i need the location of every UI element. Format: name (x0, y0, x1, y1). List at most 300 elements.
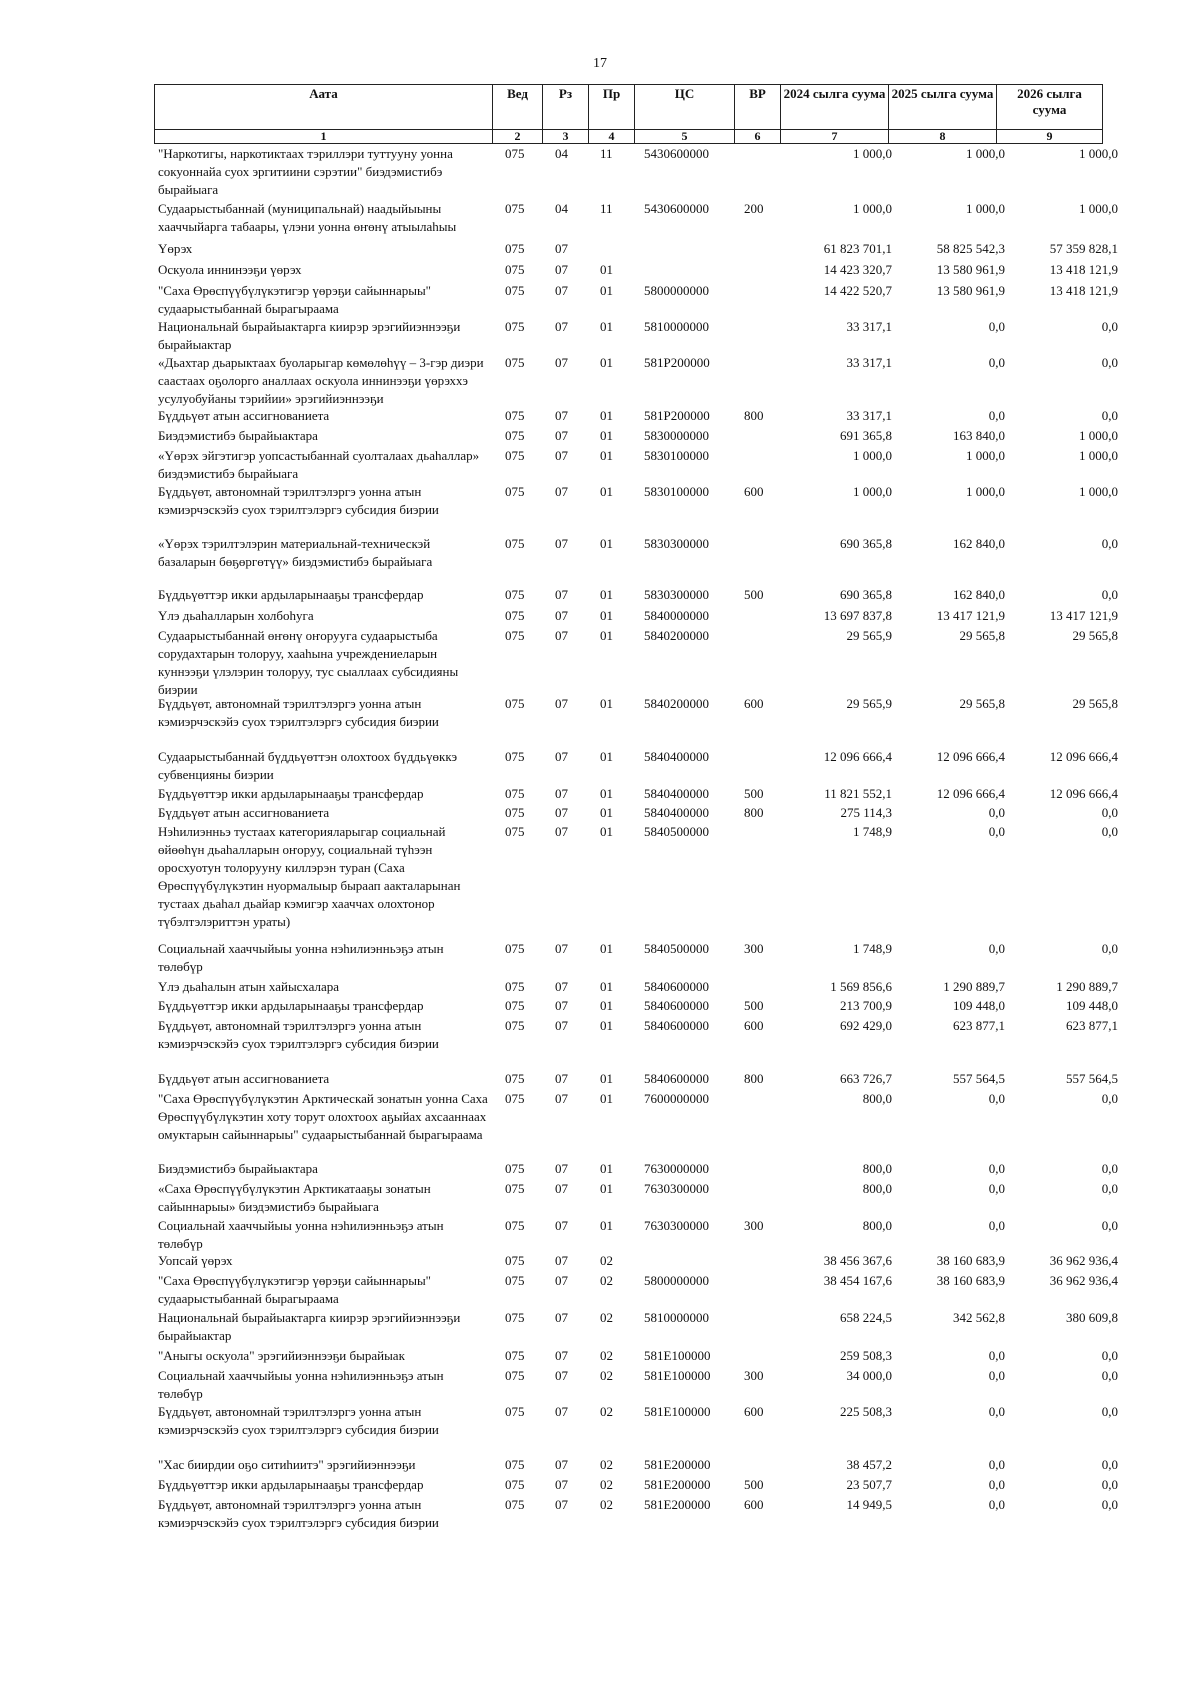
cell-y2026: 0,0 (1101, 1404, 1118, 1419)
cell-name: Бүддьүөттэр икки ардыларынааҕы трансфердар (158, 587, 424, 602)
cell-y2026: 29 565,8 (1072, 628, 1118, 643)
cell-name: Үлэ дьаһалын атын хайысхалара (158, 979, 340, 994)
cell-cs: 581E200000 (644, 1457, 711, 1472)
cell-y2024: 29 565,9 (846, 628, 892, 643)
cell-name: «Үөрэх эйгэтигэр уопсастыбаннай суолталаах дьаһаллар» биэдэмистибэ бырайыага (158, 448, 480, 481)
cell-name: Бүддьүөт, автономнай тэрилтэлэргэ уонна атын кэмиэрчэскэйэ суох тэрилтэлэргэ субсидия биэрии (158, 1018, 439, 1051)
cell-y2024: 1 000,0 (853, 201, 892, 216)
cell-y2026: 0,0 (1101, 1457, 1118, 1472)
cell-ved: 075 (505, 201, 525, 216)
cell-y2024: 14 949,5 (846, 1497, 892, 1512)
cell-rz: 07 (555, 998, 568, 1013)
cell-vr: 500 (744, 998, 764, 1013)
cell-rz: 07 (555, 1348, 568, 1363)
cell-ved: 075 (505, 1018, 525, 1033)
cell-y2026: 0,0 (1101, 536, 1118, 551)
cell-y2026: 0,0 (1101, 319, 1118, 334)
cell-y2025: 13 580 961,9 (936, 283, 1005, 298)
cell-vr: 200 (744, 201, 764, 216)
cell-ved: 075 (505, 1071, 525, 1086)
cell-y2024: 33 317,1 (846, 319, 892, 334)
cell-pr: 01 (600, 536, 613, 551)
header-rz: Рз (543, 85, 589, 130)
cell-y2026: 0,0 (1101, 355, 1118, 370)
cell-y2025: 623 877,1 (953, 1018, 1005, 1033)
cell-rz: 07 (555, 1497, 568, 1512)
cell-vr: 600 (744, 484, 764, 499)
cell-ved: 075 (505, 536, 525, 551)
cell-name: "Аныгы оскуола" эрэгийиэннээҕи бырайыак (158, 1348, 405, 1363)
col-number: 3 (543, 130, 589, 144)
cell-pr: 01 (600, 587, 613, 602)
cell-y2024: 38 456 367,6 (823, 1253, 892, 1268)
cell-y2025: 0,0 (988, 941, 1005, 956)
cell-pr: 11 (600, 146, 613, 161)
cell-ved: 075 (505, 1181, 525, 1196)
cell-name: Нэһилиэнньэ тустаах категорияларыгар социальнай өйөөһүн дьаһалларын оҥоруу, социальнай түһээн оросхуотун толорууну киллэрэн туран (Саха Өрөспүүбүлүкэтин нуормалыыр быраап аакталарынан тустаах дьаһал дьайар кэмигэр хааччах олохтонор түбэлтэлэриттэн ураты) (158, 824, 461, 929)
cell-cs: 581E200000 (644, 1477, 711, 1492)
cell-rz: 07 (555, 1368, 568, 1383)
cell-y2025: 0,0 (988, 1348, 1005, 1363)
cell-name: Үлэ дьаһалларын холбоһуга (158, 608, 314, 623)
cell-y2026: 57 359 828,1 (1049, 241, 1118, 256)
cell-y2024: 275 114,3 (840, 805, 892, 820)
cell-rz: 07 (555, 749, 568, 764)
cell-name: Национальнай бырайыактарга киирэр эрэгийиэннээҕи бырайыактар (158, 319, 461, 352)
cell-y2024: 1 748,9 (853, 941, 892, 956)
cell-cs: 581E100000 (644, 1404, 711, 1419)
cell-y2024: 213 700,9 (840, 998, 892, 1013)
cell-y2025: 1 000,0 (966, 146, 1005, 161)
cell-pr: 01 (600, 1018, 613, 1033)
cell-pr: 01 (600, 355, 613, 370)
cell-y2026: 12 096 666,4 (1049, 786, 1118, 801)
col-number: 9 (997, 130, 1103, 144)
cell-rz: 07 (555, 786, 568, 801)
cell-y2024: 38 454 167,6 (823, 1273, 892, 1288)
cell-name: Судаарыстыбаннай бүддьүөттэн олохтоох бүддьүөккэ субвенцияны биэрии (158, 749, 458, 782)
cell-y2024: 800,0 (862, 1218, 892, 1233)
cell-ved: 075 (505, 448, 525, 463)
cell-cs: 5840200000 (644, 696, 709, 711)
cell-y2026: 623 877,1 (1066, 1018, 1118, 1033)
cell-vr: 600 (744, 1404, 764, 1419)
cell-y2025: 0,0 (988, 805, 1005, 820)
cell-ved: 075 (505, 241, 525, 256)
cell-name: "Наркотигы, наркотиктаах тэриллэри туттууну уонна сокуоннайа суох эргитиини сэрэтии" биэдэмистибэ бырайыага (158, 146, 453, 197)
cell-rz: 04 (555, 146, 568, 161)
cell-ved: 075 (505, 1348, 525, 1363)
cell-y2026: 0,0 (1101, 1091, 1118, 1106)
cell-rz: 07 (555, 696, 568, 711)
cell-y2024: 14 423 320,7 (823, 262, 892, 277)
cell-y2024: 800,0 (862, 1091, 892, 1106)
cell-pr: 01 (600, 979, 613, 994)
header-2026: 2026 сылга суума (997, 85, 1103, 130)
col-number: 2 (493, 130, 543, 144)
cell-y2026: 1 000,0 (1079, 428, 1118, 443)
cell-cs: 5840400000 (644, 749, 709, 764)
cell-pr: 01 (600, 628, 613, 643)
cell-name: Социальнай хааччыйыы уонна нэһилиэнньэҕэ атын төлөбүр (158, 941, 444, 974)
cell-name: Бүддьүөт атын ассигнованиета (158, 805, 330, 820)
cell-vr: 300 (744, 1218, 764, 1233)
cell-name: Социальнай хааччыйыы уонна нэһилиэнньэҕэ атын төлөбүр (158, 1218, 444, 1251)
cell-name: Национальнай бырайыактарга киирэр эрэгийиэннээҕи бырайыактар (158, 1310, 461, 1343)
cell-cs: 5800000000 (644, 1273, 709, 1288)
cell-ved: 075 (505, 608, 525, 623)
cell-ved: 075 (505, 998, 525, 1013)
cell-y2025: 0,0 (988, 1218, 1005, 1233)
cell-ved: 075 (505, 749, 525, 764)
cell-rz: 07 (555, 1310, 568, 1325)
cell-y2025: 1 000,0 (966, 201, 1005, 216)
cell-pr: 01 (600, 319, 613, 334)
cell-y2024: 1 000,0 (853, 448, 892, 463)
cell-y2025: 13 580 961,9 (936, 262, 1005, 277)
cell-pr: 02 (600, 1368, 613, 1383)
header-2024: 2024 сылга суума (781, 85, 889, 130)
cell-name: Бүддьүөттэр икки ардыларынааҕы трансфердар (158, 786, 424, 801)
cell-vr: 300 (744, 941, 764, 956)
cell-ved: 075 (505, 1457, 525, 1472)
cell-pr: 01 (600, 805, 613, 820)
cell-pr: 02 (600, 1273, 613, 1288)
cell-rz: 07 (555, 484, 568, 499)
cell-cs: 7600000000 (644, 1091, 709, 1106)
cell-y2024: 1 748,9 (853, 824, 892, 839)
cell-cs: 581E200000 (644, 1497, 711, 1512)
cell-ved: 075 (505, 1273, 525, 1288)
cell-rz: 07 (555, 824, 568, 839)
cell-y2026: 557 564,5 (1066, 1071, 1118, 1086)
page-number: 17 (593, 56, 607, 71)
cell-name: "Саха Өрөспүүбүлүкэтигэр үөрэҕи сайыннарыы" судаарыстыбаннай бырагыраама (158, 1273, 431, 1306)
cell-pr: 01 (600, 786, 613, 801)
cell-ved: 075 (505, 1091, 525, 1106)
col-number: 6 (735, 130, 781, 144)
cell-name: Бүддьүөт, автономнай тэрилтэлэргэ уонна атын кэмиэрчэскэйэ суох тэрилтэлэргэ субсидия биэрии (158, 484, 439, 517)
cell-y2024: 61 823 701,1 (823, 241, 892, 256)
cell-vr: 800 (744, 1071, 764, 1086)
cell-y2026: 1 000,0 (1079, 201, 1118, 216)
cell-cs: 581E100000 (644, 1368, 711, 1383)
cell-ved: 075 (505, 1477, 525, 1492)
cell-y2025: 0,0 (988, 408, 1005, 423)
cell-rz: 07 (555, 1457, 568, 1472)
cell-pr: 02 (600, 1253, 613, 1268)
col-number: 8 (889, 130, 997, 144)
cell-y2026: 1 000,0 (1079, 146, 1118, 161)
cell-rz: 07 (555, 1071, 568, 1086)
cell-y2026: 0,0 (1101, 1218, 1118, 1233)
cell-name: «Дьахтар дьарыктаах буоларыгар көмөлөһүү – 3-гэр диэри саастаах оҕолорго аналлаах оскуола иннинээҕи үөрэххэ усулуобуйаны тэрийии» эрэгийиэннээҕи (158, 355, 484, 406)
cell-name: Судаарыстыбаннай (муниципальнай) наадыйыыны хааччыйарга табаары, үлэни уонна өҥөнү атыылаһыы (158, 201, 457, 234)
cell-pr: 01 (600, 608, 613, 623)
cell-y2025: 29 565,8 (959, 696, 1005, 711)
cell-y2025: 29 565,8 (959, 628, 1005, 643)
cell-y2026: 0,0 (1101, 1181, 1118, 1196)
cell-ved: 075 (505, 1404, 525, 1419)
cell-ved: 075 (505, 979, 525, 994)
col-number: 5 (635, 130, 735, 144)
cell-ved: 075 (505, 428, 525, 443)
cell-cs: 5830100000 (644, 448, 709, 463)
cell-y2025: 0,0 (988, 1497, 1005, 1512)
cell-pr: 01 (600, 998, 613, 1013)
col-number: 4 (589, 130, 635, 144)
cell-vr: 500 (744, 1477, 764, 1492)
cell-y2024: 33 317,1 (846, 355, 892, 370)
cell-y2024: 800,0 (862, 1181, 892, 1196)
cell-rz: 07 (555, 319, 568, 334)
cell-rz: 07 (555, 448, 568, 463)
cell-y2026: 380 609,8 (1066, 1310, 1118, 1325)
cell-y2024: 11 821 552,1 (824, 786, 892, 801)
cell-rz: 07 (555, 428, 568, 443)
cell-y2026: 13 418 121,9 (1049, 283, 1118, 298)
cell-name: Бүддьүөт атын ассигнованиета (158, 1071, 330, 1086)
cell-pr: 01 (600, 696, 613, 711)
cell-pr: 02 (600, 1404, 613, 1419)
cell-ved: 075 (505, 628, 525, 643)
cell-name: Үөрэх (158, 241, 193, 256)
cell-cs: 7630300000 (644, 1181, 709, 1196)
cell-rz: 07 (555, 355, 568, 370)
cell-vr: 500 (744, 786, 764, 801)
cell-y2026: 0,0 (1101, 1477, 1118, 1492)
col-number: 7 (781, 130, 889, 144)
cell-y2025: 162 840,0 (953, 587, 1005, 602)
cell-pr: 01 (600, 448, 613, 463)
cell-y2024: 690 365,8 (840, 536, 892, 551)
cell-rz: 07 (555, 628, 568, 643)
cell-y2026: 1 000,0 (1079, 448, 1118, 463)
cell-y2024: 663 726,7 (840, 1071, 892, 1086)
cell-rz: 07 (555, 1018, 568, 1033)
cell-cs: 5840600000 (644, 1018, 709, 1033)
cell-y2024: 29 565,9 (846, 696, 892, 711)
cell-cs: 7630000000 (644, 1161, 709, 1176)
cell-name: «Үөрэх тэрилтэлэрин материальнай-техническэй базаларын бөҕөргөтүү» биэдэмистибэ бырайыага (158, 536, 433, 569)
cell-vr: 800 (744, 805, 764, 820)
cell-ved: 075 (505, 824, 525, 839)
cell-y2025: 163 840,0 (953, 428, 1005, 443)
cell-y2025: 342 562,8 (953, 1310, 1005, 1325)
cell-name: "Саха Өрөспүүбүлүкэтин Арктическай зонатын уонна Саха Өрөспүүбүлүкэтин хоту торут олохтоох аҕыйах ахсааннаах омуктарын сайыннарыы" судаарыстыбаннай бырагыраама (158, 1091, 488, 1142)
cell-y2024: 690 365,8 (840, 587, 892, 602)
cell-ved: 075 (505, 786, 525, 801)
cell-rz: 07 (555, 805, 568, 820)
cell-y2024: 34 000,0 (846, 1368, 892, 1383)
cell-rz: 07 (555, 587, 568, 602)
cell-ved: 075 (505, 805, 525, 820)
cell-cs: 5840400000 (644, 786, 709, 801)
cell-y2024: 259 508,3 (840, 1348, 892, 1363)
cell-cs: 5830300000 (644, 536, 709, 551)
cell-y2024: 14 422 520,7 (823, 283, 892, 298)
cell-y2026: 1 000,0 (1079, 484, 1118, 499)
cell-cs: 581E100000 (644, 1348, 711, 1363)
cell-pr: 01 (600, 824, 613, 839)
cell-rz: 07 (555, 241, 568, 256)
cell-pr: 02 (600, 1310, 613, 1325)
cell-vr: 600 (744, 1018, 764, 1033)
cell-ved: 075 (505, 484, 525, 499)
cell-cs: 5840500000 (644, 824, 709, 839)
cell-name: Социальнай хааччыйыы уонна нэһилиэнньэҕэ атын төлөбүр (158, 1368, 444, 1401)
cell-name: Бүддьүөттэр икки ардыларынааҕы трансфердар (158, 1477, 424, 1492)
cell-cs: 5840000000 (644, 608, 709, 623)
cell-ved: 075 (505, 262, 525, 277)
cell-vr: 600 (744, 696, 764, 711)
cell-name: Биэдэмистибэ бырайыактара (158, 1161, 318, 1176)
header-2025: 2025 сылга суума (889, 85, 997, 130)
cell-y2024: 23 507,7 (846, 1477, 892, 1492)
cell-rz: 07 (555, 1161, 568, 1176)
cell-rz: 07 (555, 283, 568, 298)
cell-name: Бүддьүөт, автономнай тэрилтэлэргэ уонна атын кэмиэрчэскэйэ суох тэрилтэлэргэ субсидия биэрии (158, 696, 439, 729)
cell-y2026: 0,0 (1101, 941, 1118, 956)
cell-y2026: 0,0 (1101, 1497, 1118, 1512)
cell-rz: 07 (555, 1477, 568, 1492)
cell-cs: 5810000000 (644, 319, 709, 334)
cell-y2024: 800,0 (862, 1161, 892, 1176)
cell-vr: 800 (744, 408, 764, 423)
cell-cs: 5800000000 (644, 283, 709, 298)
cell-pr: 01 (600, 484, 613, 499)
cell-name: Бүддьүөт атын ассигнованиета (158, 408, 330, 423)
cell-y2025: 58 825 542,3 (936, 241, 1005, 256)
cell-ved: 075 (505, 1310, 525, 1325)
cell-y2026: 1 290 889,7 (1056, 979, 1118, 994)
cell-rz: 07 (555, 1404, 568, 1419)
cell-ved: 075 (505, 283, 525, 298)
cell-pr: 01 (600, 262, 613, 277)
cell-cs: 5840400000 (644, 805, 709, 820)
cell-ved: 075 (505, 1218, 525, 1233)
cell-pr: 01 (600, 408, 613, 423)
cell-rz: 07 (555, 941, 568, 956)
cell-y2026: 0,0 (1101, 824, 1118, 839)
cell-vr: 600 (744, 1497, 764, 1512)
cell-pr: 02 (600, 1457, 613, 1472)
cell-ved: 075 (505, 408, 525, 423)
cell-y2026: 13 417 121,9 (1049, 608, 1118, 623)
cell-cs: 581P200000 (644, 408, 710, 423)
cell-cs: 5830300000 (644, 587, 709, 602)
cell-name: Уопсай үөрэх (158, 1253, 233, 1268)
cell-rz: 07 (555, 1253, 568, 1268)
cell-y2026: 0,0 (1101, 1348, 1118, 1363)
cell-y2026: 0,0 (1101, 1161, 1118, 1176)
header-ved: Вед (493, 85, 543, 130)
cell-rz: 04 (555, 201, 568, 216)
col-number: 1 (155, 130, 493, 144)
cell-y2025: 0,0 (988, 1161, 1005, 1176)
cell-y2024: 658 224,5 (840, 1310, 892, 1325)
cell-name: "Саха Өрөспүүбүлүкэтигэр үөрэҕи сайыннарыы" судаарыстыбаннай бырагыраама (158, 283, 431, 316)
cell-y2025: 0,0 (988, 1181, 1005, 1196)
cell-y2025: 1 000,0 (966, 448, 1005, 463)
cell-cs: 581P200000 (644, 355, 710, 370)
cell-y2025: 12 096 666,4 (936, 786, 1005, 801)
cell-cs: 5840600000 (644, 998, 709, 1013)
cell-y2026: 0,0 (1101, 805, 1118, 820)
cell-cs: 5430600000 (644, 201, 709, 216)
cell-ved: 075 (505, 1253, 525, 1268)
cell-name: Бүддьүөт, автономнай тэрилтэлэргэ уонна атын кэмиэрчэскэйэ суох тэрилтэлэргэ субсидия биэрии (158, 1404, 439, 1437)
cell-rz: 07 (555, 608, 568, 623)
cell-y2024: 33 317,1 (846, 408, 892, 423)
cell-cs: 5830100000 (644, 484, 709, 499)
cell-name: Биэдэмистибэ бырайыактара (158, 428, 318, 443)
cell-cs: 5430600000 (644, 146, 709, 161)
cell-y2025: 0,0 (988, 319, 1005, 334)
cell-y2024: 692 429,0 (840, 1018, 892, 1033)
cell-ved: 075 (505, 1497, 525, 1512)
cell-y2025: 0,0 (988, 824, 1005, 839)
cell-rz: 07 (555, 1273, 568, 1288)
cell-y2025: 0,0 (988, 1457, 1005, 1472)
cell-cs: 5840500000 (644, 941, 709, 956)
cell-y2025: 0,0 (988, 1368, 1005, 1383)
cell-y2026: 13 418 121,9 (1049, 262, 1118, 277)
cell-y2025: 0,0 (988, 1404, 1005, 1419)
cell-y2026: 109 448,0 (1066, 998, 1118, 1013)
cell-pr: 01 (600, 428, 613, 443)
cell-y2026: 36 962 936,4 (1049, 1273, 1118, 1288)
cell-cs: 5810000000 (644, 1310, 709, 1325)
cell-y2025: 38 160 683,9 (936, 1253, 1005, 1268)
cell-y2026: 0,0 (1101, 587, 1118, 602)
cell-cs: 5830000000 (644, 428, 709, 443)
cell-pr: 01 (600, 749, 613, 764)
header-pr: Пр (589, 85, 635, 130)
cell-ved: 075 (505, 146, 525, 161)
cell-y2026: 29 565,8 (1072, 696, 1118, 711)
cell-y2026: 0,0 (1101, 1368, 1118, 1383)
cell-y2026: 12 096 666,4 (1049, 749, 1118, 764)
cell-vr: 300 (744, 1368, 764, 1383)
cell-pr: 01 (600, 1091, 613, 1106)
cell-y2025: 0,0 (988, 355, 1005, 370)
cell-name: Бүддьүөт, автономнай тэрилтэлэргэ уонна атын кэмиэрчэскэйэ суох тэрилтэлэргэ субсидия биэрии (158, 1497, 439, 1530)
cell-y2025: 162 840,0 (953, 536, 1005, 551)
cell-pr: 01 (600, 1071, 613, 1086)
header-name: Аата (155, 85, 493, 130)
cell-y2024: 12 096 666,4 (823, 749, 892, 764)
cell-rz: 07 (555, 536, 568, 551)
cell-y2026: 0,0 (1101, 408, 1118, 423)
cell-y2025: 557 564,5 (953, 1071, 1005, 1086)
cell-rz: 07 (555, 1181, 568, 1196)
cell-cs: 5840600000 (644, 979, 709, 994)
cell-pr: 01 (600, 941, 613, 956)
header-vr: ВР (735, 85, 781, 130)
cell-rz: 07 (555, 408, 568, 423)
cell-name: Бүддьүөттэр икки ардыларынааҕы трансфердар (158, 998, 424, 1013)
cell-ved: 075 (505, 941, 525, 956)
cell-y2025: 0,0 (988, 1091, 1005, 1106)
cell-y2025: 38 160 683,9 (936, 1273, 1005, 1288)
cell-ved: 075 (505, 1368, 525, 1383)
cell-pr: 01 (600, 283, 613, 298)
cell-y2024: 13 697 837,8 (823, 608, 892, 623)
cell-vr: 500 (744, 587, 764, 602)
cell-ved: 075 (505, 1161, 525, 1176)
cell-name: Судаарыстыбаннай өҥөнү оҥорууга судаарыстыба сорудахтарын толоруу, хааһына учреждениеларын куннээҕи үлэлэрин толоруу, тус сыаллаах субсидияны биэрии (158, 628, 459, 697)
